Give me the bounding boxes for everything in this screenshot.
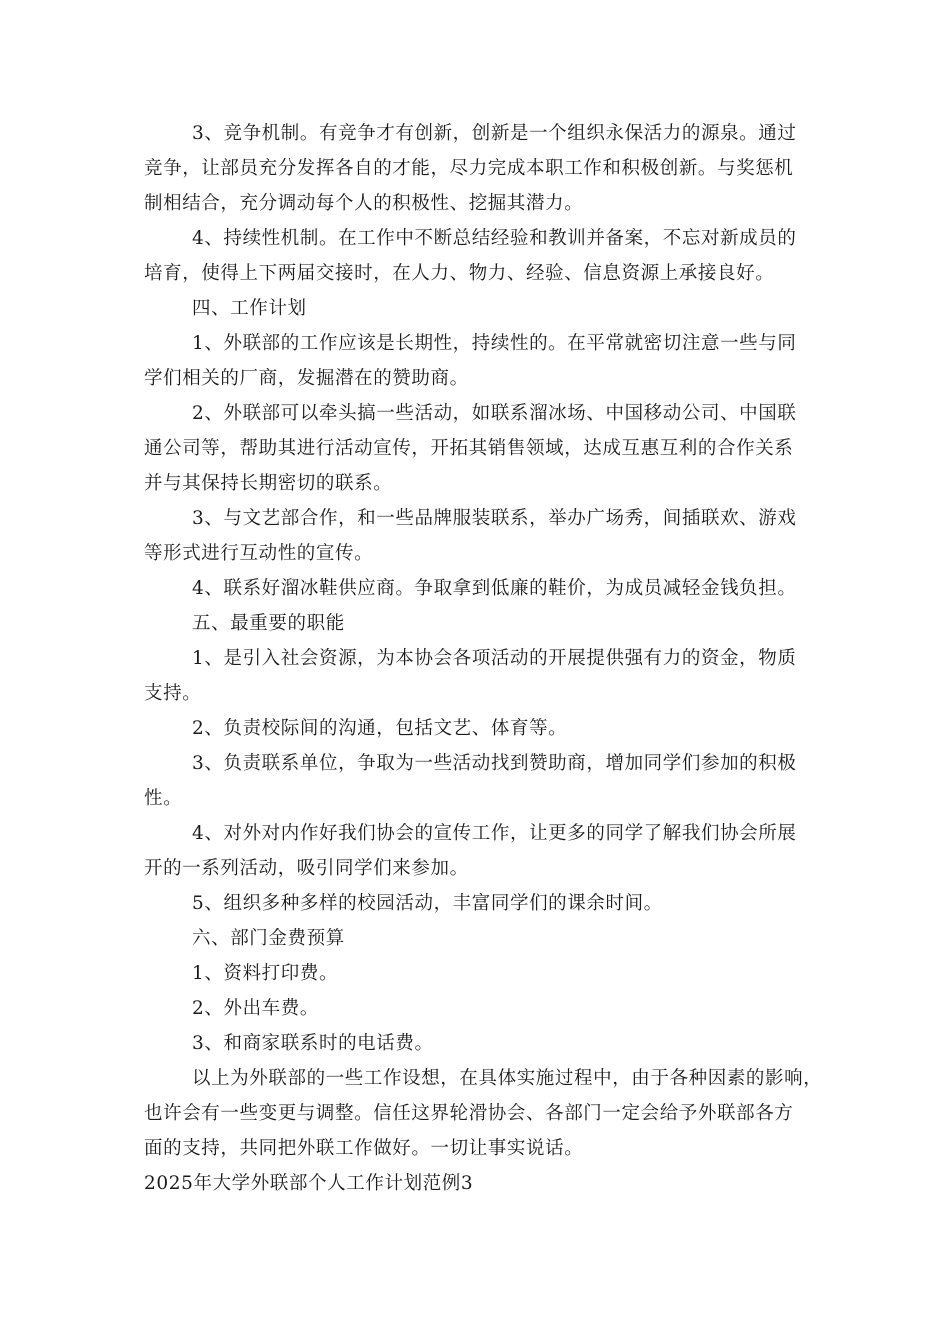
text-line: 四、工作计划 (192, 298, 307, 319)
text-line: 等形式进行互动性的宣传。 (144, 543, 374, 564)
text-line: 4、对外对内作好我们协会的宣传工作，让更多的同学了解我们协会所展 (192, 823, 797, 844)
text-line: 开的一系列活动，吸引同学们来参加。 (144, 858, 469, 879)
text-line: 4、持续性机制。在工作中不断总结经验和教训并备案，不忘对新成员的 (192, 228, 797, 249)
text-line: 3、和商家联系时的电话费。 (192, 1033, 434, 1054)
text-line: 也许会有一些变更与调整。信任这界轮滑协会、各部门一定会给予外联部各方 (144, 1103, 794, 1124)
text-line: 面的支持，共同把外联工作做好。一切让事实说话。 (144, 1138, 584, 1159)
text-line: 并与其保持长期密切的联系。 (144, 473, 393, 494)
text-line: 性。 (144, 788, 183, 809)
text-line: 1、外联部的工作应该是长期性，持续性的。在平常就密切注意一些与同 (192, 333, 797, 354)
text-line: 3、与文艺部合作，和一些品牌服装联系，举办广场秀，间插联欢、游戏 (192, 508, 797, 529)
text-line: 4、联系好溜冰鞋供应商。争取拿到低廉的鞋价，为成员减轻金钱负担。 (192, 578, 797, 599)
text-line: 学们相关的厂商，发掘潜在的赞助商。 (144, 368, 469, 389)
document-page (144, 116, 823, 1201)
text-line: 通公司等，帮助其进行活动宣传，开拓其销售领域，达成互惠互利的合作关系 (144, 438, 794, 459)
text-line: 2、外联部可以牵头搞一些活动，如联系溜冰场、中国移动公司、中国联 (192, 403, 797, 424)
text-line: 支持。 (144, 683, 202, 704)
text-line: 竞争，让部员充分发挥各自的才能，尽力完成本职工作和积极创新。与奖惩机 (144, 158, 794, 179)
text-line: 5、组织多种多样的校园活动，丰富同学们的课余时间。 (192, 893, 663, 914)
text-line: 制相结合，充分调动每个人的积极性、挖掘其潜力。 (144, 193, 584, 214)
text-line: 以上为外联部的一些工作设想，在具体实施过程中，由于各种因素的影响， (192, 1068, 823, 1089)
text-line: 3、负责联系单位，争取为一些活动找到赞助商，增加同学们参加的积极 (192, 753, 797, 774)
text-line: 2025年大学外联部个人工作计划范例3 (144, 1173, 474, 1194)
text-line: 1、是引入社会资源，为本协会各项活动的开展提供强有力的资金，物质 (192, 648, 797, 669)
text-line: 培育，使得上下两届交接时，在人力、物力、经验、信息资源上承接良好。 (144, 263, 775, 284)
text-line: 六、部门金费预算 (192, 928, 345, 949)
text-line: 2、外出车费。 (192, 998, 319, 1019)
text-line: 五、最重要的职能 (192, 613, 345, 634)
text-line: 1、资料打印费。 (192, 963, 339, 984)
text-line: 2、负责校际间的沟通，包括文艺、体育等。 (192, 718, 568, 739)
text-line: 3、竞争机制。有竞争才有创新，创新是一个组织永保活力的源泉。通过 (192, 123, 797, 144)
